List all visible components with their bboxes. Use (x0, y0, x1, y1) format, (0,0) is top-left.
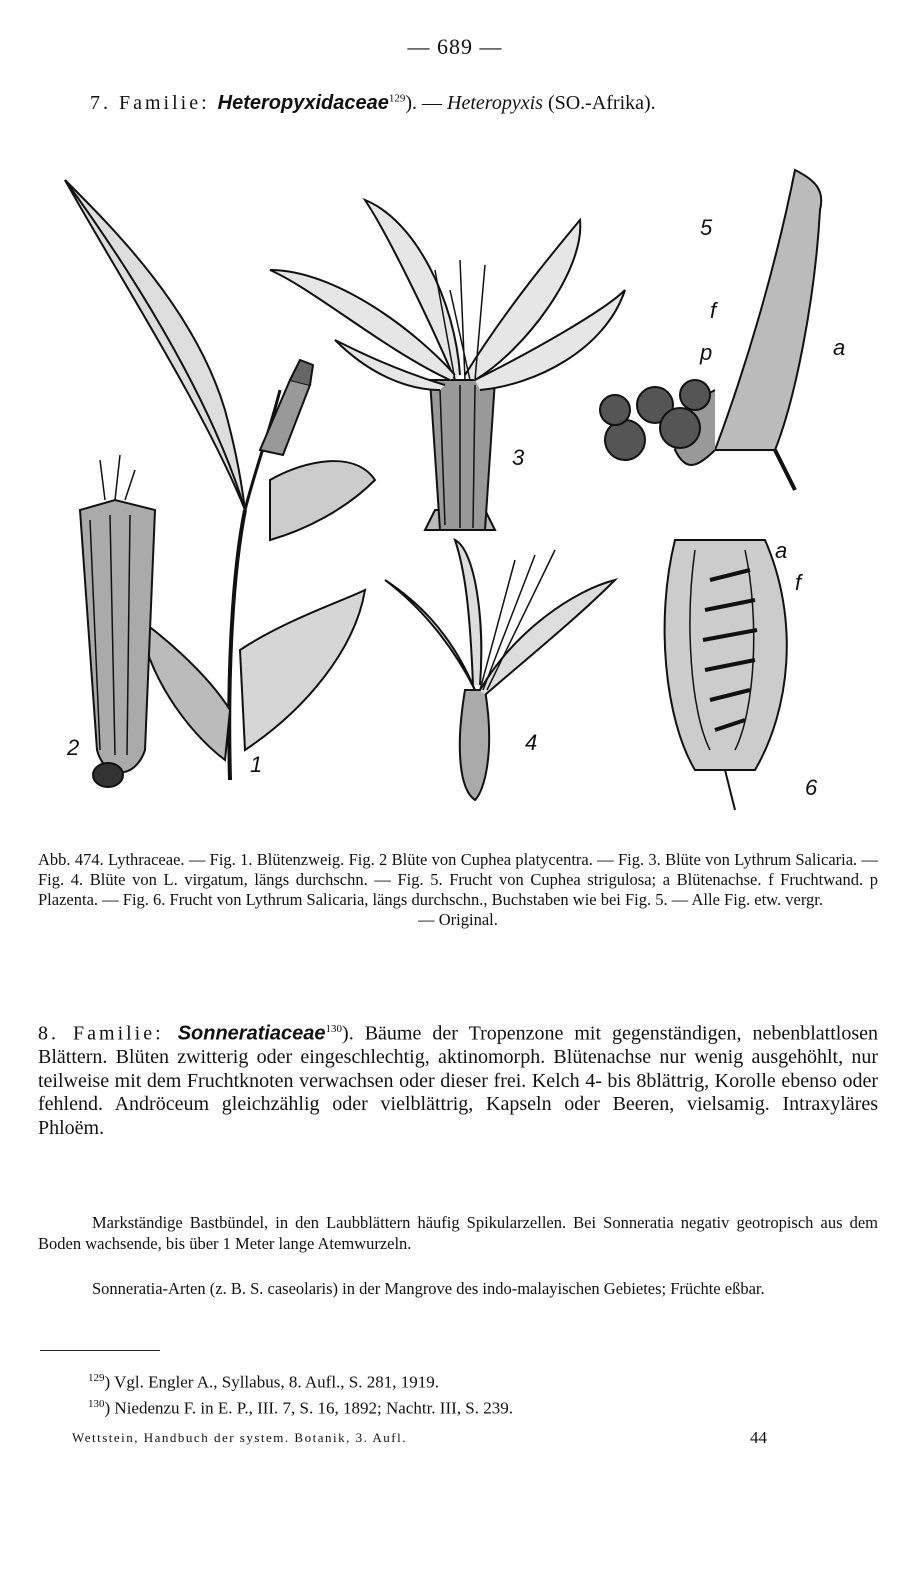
fig5-label-f: f (710, 298, 717, 323)
family-8-prefix: 8. Familie: (38, 1022, 178, 1045)
fig6-label-f: f (795, 570, 802, 595)
fig5-label-a: a (833, 335, 846, 360)
footnote-130-text: ) Niedenzu F. in E. P., III. 7, S. 16, 1892; Nachtr. III, S. 239. (104, 1398, 513, 1418)
fig-label-4: 4 (525, 730, 538, 755)
family-7-name: Heteropyxidaceae (217, 92, 389, 114)
footnote-130 (88, 1398, 513, 1419)
fig2-cuphea-drawing (80, 455, 155, 787)
family-7-suffix: ). — (405, 92, 448, 114)
family-7-genus: Heteropyxis (447, 92, 543, 114)
family-8-footnote-mark: 130 (325, 1023, 343, 1035)
fig-label-1: 1 (250, 752, 263, 777)
footnote-130-mark: 130 (88, 1398, 105, 1410)
family-7-heading (90, 92, 656, 115)
fig6-label-a: a (775, 538, 788, 563)
family-7-footnote-mark: 129 (388, 92, 406, 105)
family-8-paragraph (38, 1018, 878, 1140)
fig6-section-drawing (665, 540, 787, 810)
footnote-divider (40, 1350, 160, 1351)
fig-label-3: 3 (512, 445, 525, 470)
paragraph-bastbuendel: Markständige Bastbündel, in den Laubblättern häufig Spikularzellen. Bei Sonneratia negativ geotropisch aus dem Boden wachsende, bis über 1 Meter lange Atemwurzeln. (38, 1213, 878, 1253)
fig-label-6: 6 (805, 775, 818, 800)
paragraph-sonneratia: Sonneratia-Arten (z. B. S. caseolaris) in der Mangrove des indo-malayischen Gebietes; Früchte eßbar. (92, 1279, 765, 1298)
caption-original: — Original. (418, 910, 498, 929)
fig-label-2: 2 (67, 735, 80, 760)
figure-caption (38, 850, 878, 930)
running-footer: Wettstein, Handbuch der system. Botanik, 3. Aufl. (72, 1430, 407, 1445)
family-7-region: (SO.-Afrika). (542, 92, 656, 114)
caption-text: Abb. 474. Lythraceae. — Fig. 1. Blütenzweig. Fig. 2 Blüte von Cuphea platycentra. — Fig. 3. Blüte von Lythrum Salicaria. — Fig. 4. Blüte von L. virgatum, längs durchschn. — Fig. 5. Frucht von Cuphea strigulosa; a Blütenachse. f Fruchtwand. p Plazenta. — Fig. 6. Frucht von Lythrum Salicaria, längs durchschn., Buchstaben wie bei Fig. 5. — Alle Fig. etw. vergr. (38, 850, 878, 909)
footnote-129-mark: 129 (88, 1372, 105, 1384)
botanical-illustration (55, 150, 885, 830)
footnote-129-text: ) Vgl. Engler A., Syllabus, 8. Aufl., S. 281, 1919. (104, 1372, 439, 1392)
footnote-129 (88, 1372, 439, 1393)
signature-number: 44 (750, 1428, 767, 1447)
fig4-section-drawing (385, 540, 615, 800)
fig5-label-p: p (700, 340, 713, 365)
family-8-text: ). Bäume der Tropenzone mit gegenständigen, nebenblattlosen Blättern. Blüten zwitterig oder eingeschlechtig, aktinomorph. Blütenachse nur wenig ausgehöhlt, nur teilweise mit dem Fruchtknoten verwachsen oder dieser frei. Kelch 4- bis 8blättrig, Korolle ebenso oder fehlend. Andröceum gleichzählig oder vielblättrig, Kapseln oder Beeren, vielsamig. Intraxyläres Phloëm. (38, 1022, 878, 1139)
page-number: — 689 — (407, 34, 503, 59)
family-7-prefix: 7. Familie: (90, 92, 218, 114)
family-8-name: Sonneratiaceae (177, 1022, 326, 1045)
fig-label-5: 5 (700, 215, 713, 240)
